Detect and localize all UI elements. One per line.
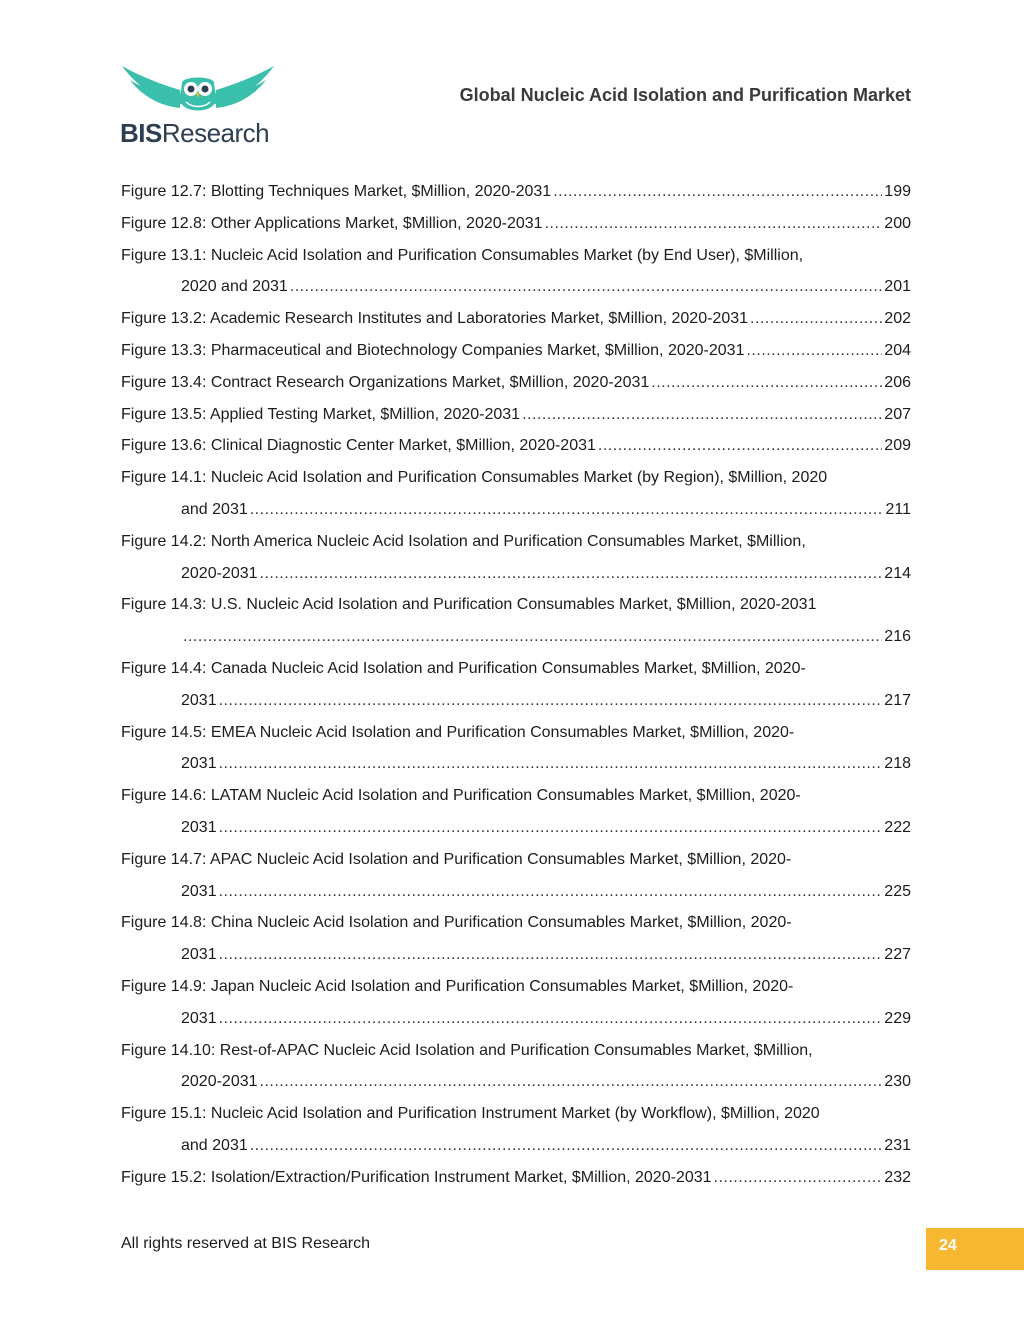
toc-entry-page: 199 bbox=[884, 183, 911, 200]
toc-entry-page: 206 bbox=[884, 373, 911, 391]
dot-leader bbox=[750, 303, 882, 335]
toc-entry[interactable] bbox=[121, 1035, 911, 1099]
toc-entry-title: Figure 12.7: Blotting Techniques Market, $Million, 2020-2031 bbox=[121, 183, 552, 200]
toc-entry-title: Figure 12.8: Other Applications Market, $Million, 2020-2031 bbox=[121, 214, 543, 232]
toc-entry-title: Figure 14.4: Canada Nucleic Acid Isolation and Purification Consumables Market, $Million, 2020- bbox=[121, 659, 806, 677]
toc-entry-title: Figure 14.1: Nucleic Acid Isolation and Purification Consumables Market (by Region), $Million, 2020 bbox=[121, 469, 828, 487]
toc-entry-title: Figure 14.7: APAC Nucleic Acid Isolation and Purification Consumables Market, $Million, 2020- bbox=[121, 850, 792, 868]
toc-entry-page: 204 bbox=[884, 341, 911, 359]
toc-entry[interactable] bbox=[121, 367, 911, 399]
page-number: 24 bbox=[939, 1237, 957, 1254]
toc-entry-title: and 2031 bbox=[181, 500, 248, 518]
owl-icon bbox=[120, 62, 276, 122]
toc-entry-page: 202 bbox=[884, 310, 911, 328]
bis-research-logo bbox=[120, 62, 276, 150]
toc-entry-page: 214 bbox=[884, 564, 911, 582]
dot-leader bbox=[250, 1130, 883, 1162]
toc-entry-page: 200 bbox=[884, 214, 911, 232]
toc-entry-title: 2031 bbox=[181, 946, 217, 964]
toc-entry-page: 230 bbox=[884, 1073, 911, 1091]
toc-entry-title: 2031 bbox=[181, 755, 217, 773]
toc-entry[interactable] bbox=[121, 717, 911, 781]
dot-leader bbox=[553, 176, 882, 208]
dot-leader bbox=[522, 399, 882, 431]
toc-entry-title: 2031 bbox=[181, 882, 217, 900]
dot-leader bbox=[219, 812, 883, 844]
toc-entry-title: 2020-2031 bbox=[181, 564, 258, 582]
document-title: Global Nucleic Acid Isolation and Purification Market bbox=[459, 85, 911, 105]
toc-entry-title: Figure 14.6: LATAM Nucleic Acid Isolation and Purification Consumables Market, $Million, 2020- bbox=[121, 787, 801, 805]
toc-entry[interactable] bbox=[121, 589, 911, 653]
toc-entry-title: 2031 bbox=[181, 1009, 217, 1027]
toc-entry-title: Figure 14.2: North America Nucleic Acid Isolation and Purification Consumables Market, $Million, bbox=[121, 532, 806, 550]
toc-entry[interactable] bbox=[121, 462, 911, 526]
toc-entry-title: Figure 15.2: Isolation/Extraction/Purification Instrument Market, $Million, 2020-2031 bbox=[121, 1168, 712, 1186]
toc-entry-title: Figure 13.6: Clinical Diagnostic Center Market, $Million, 2020-2031 bbox=[121, 437, 596, 455]
toc-entry-title: 2031 bbox=[181, 691, 217, 709]
toc-entry-title: Figure 13.2: Academic Research Institutes and Laboratories Market, $Million, 2020-2031 bbox=[121, 310, 749, 328]
toc-entry-title: Figure 13.4: Contract Research Organizations Market, $Million, 2020-2031 bbox=[121, 373, 650, 391]
dot-leader bbox=[219, 939, 883, 971]
dot-leader bbox=[219, 1003, 883, 1035]
toc-entry-title: 2031 bbox=[181, 818, 217, 836]
toc-entry-page: 209 bbox=[884, 437, 911, 455]
toc-entry[interactable] bbox=[121, 1162, 911, 1194]
table-of-figures bbox=[121, 176, 911, 1194]
toc-entry[interactable] bbox=[121, 176, 911, 208]
dot-leader bbox=[219, 876, 883, 908]
footer-rights: All rights reserved at BIS Research bbox=[121, 1235, 370, 1252]
dot-leader bbox=[545, 208, 883, 240]
toc-entry-page: 211 bbox=[885, 500, 911, 518]
toc-entry-page: 231 bbox=[884, 1136, 911, 1154]
dot-leader bbox=[290, 271, 883, 303]
toc-entry-page: 227 bbox=[884, 946, 911, 964]
toc-entry-page: 201 bbox=[884, 278, 911, 296]
dot-leader bbox=[260, 558, 883, 590]
toc-entry-title: 2020 and 2031 bbox=[181, 278, 288, 296]
toc-entry[interactable] bbox=[121, 780, 911, 844]
toc-entry[interactable] bbox=[121, 335, 911, 367]
toc-entry-title: Figure 14.3: U.S. Nucleic Acid Isolation and Purification Consumables Market, $Million, 2020-2031 bbox=[121, 596, 817, 614]
toc-entry-title: Figure 14.8: China Nucleic Acid Isolation and Purification Consumables Market, $Million, 2020- bbox=[121, 914, 792, 932]
toc-entry-page: 218 bbox=[884, 755, 911, 773]
logo-wordmark: BISResearch bbox=[120, 118, 270, 148]
toc-entry-title: and 2031 bbox=[181, 1136, 248, 1154]
toc-entry-page: 207 bbox=[884, 405, 911, 423]
toc-entry[interactable] bbox=[121, 303, 911, 335]
toc-entry-title: Figure 14.5: EMEA Nucleic Acid Isolation and Purification Consumables Market, $Million, 2020- bbox=[121, 723, 795, 741]
dot-leader bbox=[260, 1066, 883, 1098]
toc-entry[interactable] bbox=[121, 399, 911, 431]
toc-entry[interactable] bbox=[121, 844, 911, 908]
toc-entry-title: Figure 15.1: Nucleic Acid Isolation and Purification Instrument Market (by Workflow), $Million, 2020 bbox=[121, 1105, 820, 1123]
toc-entry-title: Figure 13.1: Nucleic Acid Isolation and Purification Consumables Market (by End User), $Million, bbox=[121, 246, 804, 264]
dot-leader bbox=[183, 621, 882, 653]
toc-entry[interactable] bbox=[121, 430, 911, 462]
toc-entry[interactable] bbox=[121, 526, 911, 590]
dot-leader bbox=[250, 494, 884, 526]
toc-entry[interactable] bbox=[121, 653, 911, 717]
toc-entry-title: Figure 14.10: Rest-of-APAC Nucleic Acid Isolation and Purification Consumables Market, $Million, bbox=[121, 1041, 813, 1059]
toc-entry-title: 2020-2031 bbox=[181, 1073, 258, 1091]
dot-leader bbox=[746, 335, 882, 367]
dot-leader bbox=[219, 685, 883, 717]
page-number-badge bbox=[926, 1228, 1024, 1270]
toc-entry-page: 225 bbox=[884, 882, 911, 900]
toc-entry-page: 232 bbox=[884, 1168, 911, 1186]
toc-entry-page: 216 bbox=[884, 628, 911, 646]
toc-entry[interactable] bbox=[121, 907, 911, 971]
toc-entry[interactable] bbox=[121, 971, 911, 1035]
dot-leader bbox=[651, 367, 882, 399]
toc-entry[interactable] bbox=[121, 208, 911, 240]
dot-leader bbox=[714, 1162, 883, 1194]
toc-entry[interactable] bbox=[121, 240, 911, 304]
toc-entry-page: 222 bbox=[884, 818, 911, 836]
dot-leader bbox=[598, 430, 882, 462]
dot-leader bbox=[219, 748, 883, 780]
toc-entry-title: Figure 14.9: Japan Nucleic Acid Isolation and Purification Consumables Market, $Million, 2020- bbox=[121, 977, 794, 995]
toc-entry-page: 217 bbox=[884, 691, 911, 709]
toc-entry-page: 229 bbox=[884, 1009, 911, 1027]
toc-entry-title: Figure 13.5: Applied Testing Market, $Million, 2020-2031 bbox=[121, 405, 521, 423]
toc-entry-title: Figure 13.3: Pharmaceutical and Biotechnology Companies Market, $Million, 2020-2031 bbox=[121, 341, 745, 359]
toc-entry[interactable] bbox=[121, 1098, 911, 1162]
